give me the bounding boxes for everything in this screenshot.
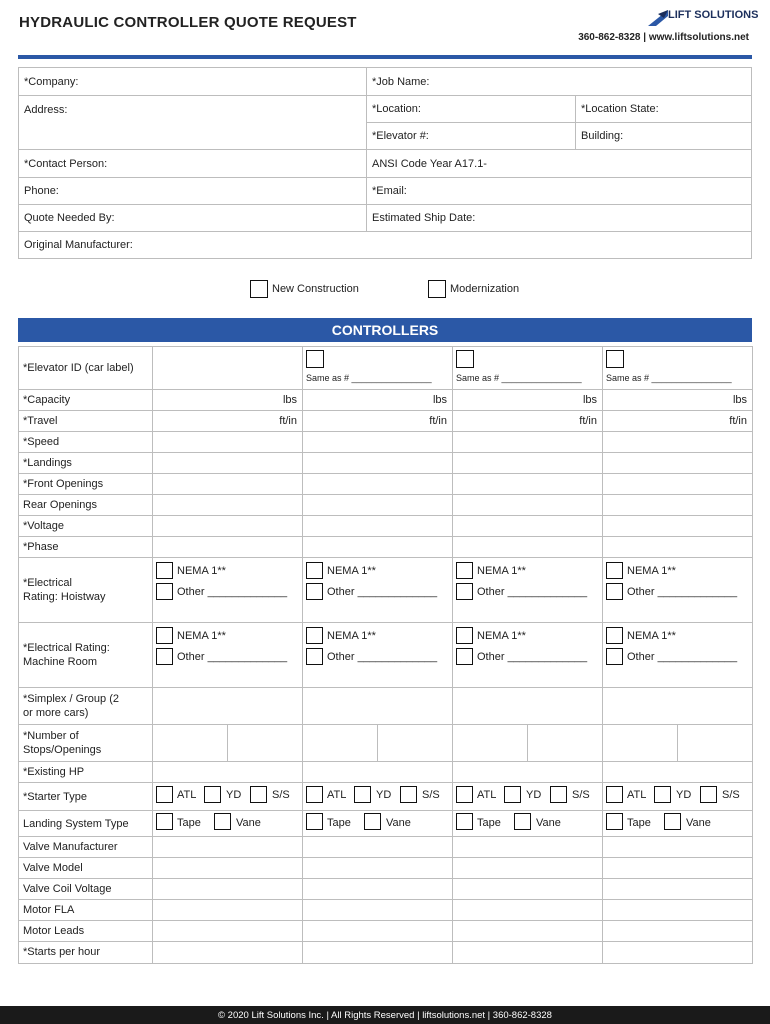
rating-machine-car1-other-checkbox[interactable] [156,648,173,665]
landing-car3-tape-checkbox[interactable] [456,813,473,830]
simplex-car3-input[interactable] [452,687,603,726]
phase-car1-input[interactable] [152,536,303,559]
location-state-label: *Location State: [581,103,659,115]
starts-per-hour-car3-input[interactable] [452,941,603,964]
landing-car4-tape-checkbox[interactable] [606,813,623,830]
starter-car3-yd-label: YD [526,789,542,801]
rating-hoistway-car2-nema-label: NEMA 1** [327,565,376,577]
valve-manufacturer-car1-input[interactable] [152,836,303,859]
same-as-car4-checkbox[interactable] [606,350,624,368]
landing-car1-vane-label: Vane [236,817,261,829]
quote-needed-label: Quote Needed By: [24,212,115,224]
landing-car1-tape-label: Tape [177,817,201,829]
rating-hoistway-car2-other-checkbox[interactable] [306,583,323,600]
company-logo [648,6,759,30]
rating-machine-car1-nema-label: NEMA 1** [177,630,226,642]
same-as-car2-checkbox[interactable] [306,350,324,368]
phase-car4-input[interactable] [602,536,753,559]
header-contact: 360-862-8328 | www.liftsolutions.net [578,32,749,43]
speed-label: *Speed [23,436,60,448]
starter-car1-ss-checkbox[interactable] [250,786,267,803]
building-label: Building: [581,130,624,142]
company-field[interactable] [18,67,367,96]
starter-car3-ss-checkbox[interactable] [550,786,567,803]
valve-coil-label: Valve Coil Voltage [23,883,112,895]
speed-car1-input[interactable] [152,431,303,454]
existing-hp-car4-input[interactable] [602,761,753,784]
landing-car4-vane-label: Vane [686,817,711,829]
stops-car4-stops-input[interactable] [602,724,678,763]
landing-car3-vane-label: Vane [536,817,561,829]
starter-car4-yd-label: YD [676,789,692,801]
landing-system-label: Landing System Type [23,818,129,830]
location-state-field[interactable] [575,95,752,123]
motor-fla-car1-input[interactable] [152,899,303,922]
quote-needed-field[interactable] [18,204,367,232]
capacity-car3-unit: lbs [582,394,597,406]
rating-hoistway-car3-nema-checkbox[interactable] [456,562,473,579]
new-construction-label: New Construction [272,283,359,295]
email-field[interactable] [366,177,752,205]
elevator-id-label: *Elevator ID (car label) [23,362,134,374]
header-divider [18,55,752,59]
rating-machine-label-line1: *Electrical Rating: [23,642,110,654]
simplex-label-line2: or more cars) [23,707,89,719]
rating-hoistway-car4-nema-checkbox[interactable] [606,562,623,579]
elevator-id-car3-input[interactable] [452,346,603,391]
rating-hoistway-label-line2: Rating: Hoistway [23,591,106,603]
ansi-code-field[interactable] [366,149,752,178]
ship-date-field[interactable] [366,204,752,232]
rear-openings-car4-input[interactable] [602,494,753,517]
starter-car2-yd-label: YD [376,789,392,801]
rating-hoistway-car2-nema-checkbox[interactable] [306,562,323,579]
motor-leads-car4-input[interactable] [602,920,753,943]
motor-leads-car1-input[interactable] [152,920,303,943]
job-name-label: *Job Name: [372,75,430,88]
landing-car2-tape-checkbox[interactable] [306,813,323,830]
starter-car2-ss-checkbox[interactable] [400,786,417,803]
motor-fla-car4-input[interactable] [602,899,753,922]
travel-car3-unit: ft/in [579,415,597,427]
simplex-car1-input[interactable] [152,687,303,726]
motor-fla-label: Motor FLA [23,904,75,916]
modernization-checkbox[interactable] [428,280,446,298]
same-as-car3-checkbox[interactable] [456,350,474,368]
elevator-number-label: *Elevator #: [372,130,429,142]
existing-hp-car1-input[interactable] [152,761,303,784]
starter-car1-ss-label: S/S [272,789,290,801]
front-openings-car3-input[interactable] [452,473,603,496]
starter-type-label: *Starter Type [23,791,87,803]
landings-car4-input[interactable] [602,452,753,475]
rear-openings-label: Rear Openings [23,499,97,511]
page-title: HYDRAULIC CONTROLLER QUOTE REQUEST [19,14,357,31]
landing-car4-tape-label: Tape [627,817,651,829]
rating-machine-car4-other-checkbox[interactable] [606,648,623,665]
rating-machine-car2-other-label: Other _____________ [327,651,438,663]
starter-car3-atl-label: ATL [477,789,497,801]
building-field[interactable] [575,122,752,150]
rating-hoistway-car1-other-checkbox[interactable] [156,583,173,600]
landing-car2-tape-label: Tape [327,817,351,829]
landing-car4-vane-checkbox[interactable] [664,813,681,830]
rating-hoistway-car3-other-label: Other _____________ [477,586,588,598]
starter-car4-ss-checkbox[interactable] [700,786,717,803]
motor-fla-car2-input[interactable] [302,899,453,922]
starts-per-hour-car1-input[interactable] [152,941,303,964]
capacity-car2-unit: lbs [432,394,447,406]
front-openings-car1-input[interactable] [152,473,303,496]
rear-openings-car3-input[interactable] [452,494,603,517]
rating-machine-car2-other-checkbox[interactable] [306,648,323,665]
rating-hoistway-car3-other-checkbox[interactable] [456,583,473,600]
valve-coil-car4-input[interactable] [602,878,753,901]
motor-leads-label: Motor Leads [23,925,85,937]
valve-manufacturer-car2-input[interactable] [302,836,453,859]
stops-car1-stops-input[interactable] [152,724,228,763]
modernization-label: Modernization [450,283,520,295]
elevator-number-field[interactable] [366,122,576,150]
original-manufacturer-label: Original Manufacturer: [24,239,133,251]
front-openings-label: *Front Openings [23,478,104,490]
starter-car1-yd-checkbox[interactable] [204,786,221,803]
starter-car3-yd-checkbox[interactable] [504,786,521,803]
starter-car2-atl-checkbox[interactable] [306,786,323,803]
same-as-car4-label: Same as # ________________ [606,373,732,383]
motor-leads-car2-input[interactable] [302,920,453,943]
stops-car1-openings-input[interactable] [227,724,303,763]
valve-coil-car2-input[interactable] [302,878,453,901]
starts-per-hour-label: *Starts per hour [23,946,101,958]
stops-car2-stops-input[interactable] [302,724,378,763]
starter-car1-yd-label: YD [226,789,242,801]
valve-model-car3-input[interactable] [452,857,603,880]
location-field[interactable] [366,95,576,123]
rating-hoistway-car3-nema-label: NEMA 1** [477,565,526,577]
location-label: *Location: [372,103,421,115]
rating-hoistway-label-line1: *Electrical [23,577,72,589]
valve-manufacturer-car4-input[interactable] [602,836,753,859]
same-as-car3-label: Same as # ________________ [456,373,582,383]
rating-machine-car4-nema-label: NEMA 1** [627,630,676,642]
new-construction-checkbox[interactable] [250,280,268,298]
starter-car1-atl-checkbox[interactable] [156,786,173,803]
landing-car3-vane-checkbox[interactable] [514,813,531,830]
capacity-car4-unit: lbs [732,394,747,406]
rating-machine-car1-nema-checkbox[interactable] [156,627,173,644]
starter-car4-atl-label: ATL [627,789,647,801]
voltage-car1-input[interactable] [152,515,303,538]
speed-car2-input[interactable] [302,431,453,454]
rating-machine-car3-other-checkbox[interactable] [456,648,473,665]
stops-label-line1: *Number of [23,730,79,742]
speed-car3-input[interactable] [452,431,603,454]
existing-hp-car3-input[interactable] [452,761,603,784]
rating-machine-car4-other-label: Other _____________ [627,651,738,663]
valve-coil-car1-input[interactable] [152,878,303,901]
rating-hoistway-car1-other-label: Other _____________ [177,586,288,598]
valve-coil-car3-input[interactable] [452,878,603,901]
starter-car4-ss-label: S/S [722,789,740,801]
starts-per-hour-car4-input[interactable] [602,941,753,964]
existing-hp-label: *Existing HP [23,766,85,778]
starter-car2-yd-checkbox[interactable] [354,786,371,803]
ship-date-label: Estimated Ship Date: [372,212,476,224]
company-label: *Company: [24,75,79,88]
stops-car3-stops-input[interactable] [452,724,528,763]
valve-model-car1-input[interactable] [152,857,303,880]
rear-openings-car2-input[interactable] [302,494,453,517]
phase-car3-input[interactable] [452,536,603,559]
elevator-id-car4-input[interactable] [602,346,753,391]
phone-field[interactable] [18,177,367,205]
stops-car3-openings-input[interactable] [527,724,603,763]
voltage-label: *Voltage [23,520,64,532]
rating-hoistway-car4-other-checkbox[interactable] [606,583,623,600]
travel-car2-unit: ft/in [429,415,447,427]
logo-text: LIFT SOLUTIONS [668,9,759,21]
valve-model-car2-input[interactable] [302,857,453,880]
stops-label-line2: Stops/Openings [23,744,102,756]
simplex-car4-input[interactable] [602,687,753,726]
landings-car3-input[interactable] [452,452,603,475]
capacity-car1-unit: lbs [282,394,297,406]
voltage-car2-input[interactable] [302,515,453,538]
controllers-banner: CONTROLLERS [18,318,752,342]
simplex-label-line1: *Simplex / Group (2 [23,693,119,705]
address-label: Address: [24,104,68,116]
voltage-car4-input[interactable] [602,515,753,538]
starter-car2-ss-label: S/S [422,789,440,801]
job-name-field[interactable] [366,67,752,96]
rating-machine-car1-other-label: Other _____________ [177,651,288,663]
footer: © 2020 Lift Solutions Inc. | All Rights Reserved | liftsolutions.net | 360-862-8328 [0,1006,770,1024]
starter-car3-ss-label: S/S [572,789,590,801]
rating-hoistway-car1-nema-checkbox[interactable] [156,562,173,579]
existing-hp-car2-input[interactable] [302,761,453,784]
travel-car4-unit: ft/in [729,415,747,427]
landing-car1-tape-checkbox[interactable] [156,813,173,830]
landings-car1-input[interactable] [152,452,303,475]
same-as-car2-label: Same as # ________________ [306,373,432,383]
ansi-code-label: ANSI Code Year A17.1- [372,157,487,170]
original-manufacturer-field[interactable] [18,231,752,259]
rating-machine-car2-nema-checkbox[interactable] [306,627,323,644]
front-openings-car4-input[interactable] [602,473,753,496]
stops-car2-openings-input[interactable] [377,724,453,763]
starter-car4-yd-checkbox[interactable] [654,786,671,803]
motor-fla-car3-input[interactable] [452,899,603,922]
valve-model-label: Valve Model [23,862,83,874]
starter-car3-atl-checkbox[interactable] [456,786,473,803]
landing-car2-vane-checkbox[interactable] [364,813,381,830]
landings-car2-input[interactable] [302,452,453,475]
landings-label: *Landings [23,457,72,469]
capacity-label: *Capacity [23,394,71,406]
valve-manufacturer-car3-input[interactable] [452,836,603,859]
rating-machine-car2-nema-label: NEMA 1** [327,630,376,642]
valve-manufacturer-label: Valve Manufacturer [23,841,118,853]
email-label: *Email: [372,185,407,197]
rating-hoistway-car2-other-label: Other _____________ [327,586,438,598]
rating-machine-car3-nema-checkbox[interactable] [456,627,473,644]
voltage-car3-input[interactable] [452,515,603,538]
starter-car2-atl-label: ATL [327,789,347,801]
speed-car4-input[interactable] [602,431,753,454]
rating-hoistway-car1-nema-label: NEMA 1** [177,565,226,577]
rear-openings-car1-input[interactable] [152,494,303,517]
lift-logo-icon [648,8,670,28]
travel-car1-unit: ft/in [279,415,297,427]
starter-car4-atl-checkbox[interactable] [606,786,623,803]
rating-machine-label-line2: Machine Room [23,656,97,668]
rating-hoistway-car4-nema-label: NEMA 1** [627,565,676,577]
starts-per-hour-car2-input[interactable] [302,941,453,964]
valve-model-car4-input[interactable] [602,857,753,880]
rating-machine-car4-nema-checkbox[interactable] [606,627,623,644]
landing-car2-vane-label: Vane [386,817,411,829]
rating-machine-car3-other-label: Other _____________ [477,651,588,663]
phase-car2-input[interactable] [302,536,453,559]
rating-machine-car3-nema-label: NEMA 1** [477,630,526,642]
contact-person-label: *Contact Person: [24,157,108,170]
simplex-car2-input[interactable] [302,687,453,726]
phase-label: *Phase [23,541,59,553]
front-openings-car2-input[interactable] [302,473,453,496]
stops-car4-openings-input[interactable] [677,724,753,763]
elevator-id-car2-input[interactable] [302,346,453,391]
motor-leads-car3-input[interactable] [452,920,603,943]
travel-label: *Travel [23,415,58,427]
phone-label: Phone: [24,185,59,197]
rating-hoistway-car4-other-label: Other _____________ [627,586,738,598]
elevator-id-car1-input[interactable] [152,346,303,391]
contact-person-field[interactable] [18,149,367,178]
starter-car1-atl-label: ATL [177,789,197,801]
landing-car3-tape-label: Tape [477,817,501,829]
landing-car1-vane-checkbox[interactable] [214,813,231,830]
